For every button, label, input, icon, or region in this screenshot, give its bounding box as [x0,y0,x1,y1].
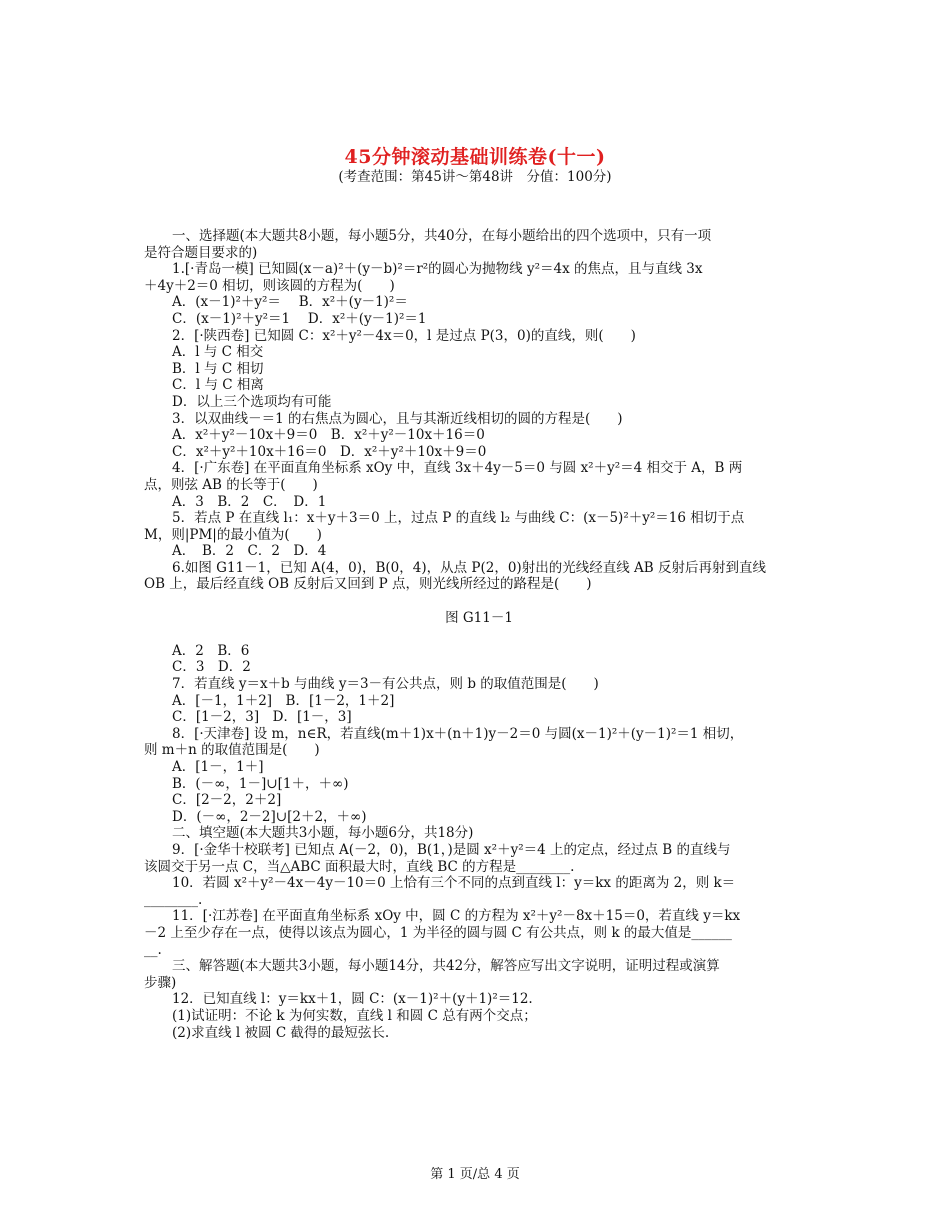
text-line: A．3 B．2 C． D．1 [172,493,327,510]
text-line: A．x²＋y²－10x＋9＝0 B．x²＋y²－10x＋16＝0 [172,427,485,444]
text-line: 2．[·陕西卷] 已知圆 C：x²＋y²－4x＝0，l 是过点 P(3，0)的直线，则( ) [172,327,636,344]
text-line: 12．已知直线 l：y＝kx＋1，圆 C：(x－1)²＋(y＋1)²＝12. [172,991,533,1008]
text-line: 6.如图 G11－1，已知 A(4，0)，B(0，4)，从点 P(2，0)射出的光线经直线 AB 反射后再射到直线 [172,559,766,576]
text-line: M，则|PM|的最小值为( ) [144,526,322,543]
text-line: A．[－1，1＋2] B．[1－2，1＋2] [172,692,395,709]
text-line: 则 m＋n 的取值范围是( ) [144,742,320,759]
text-line: D．以上三个选项均有可能 [172,393,332,410]
text-line: ＋4y＋2＝0 相切，则该圆的方程为( ) [144,277,395,294]
text-line: C．[2－2，2＋2] [172,792,282,809]
page-subtitle: (考查范围：第45讲～第48讲 分值：100分) [338,169,612,185]
text-line: 三、解答题(本大题共3小题，每小题14分，共42分，解答应写出文字说明，证明过程或演算 [172,958,720,975]
text-line: C．l 与 C 相离 [172,377,264,394]
text-line: C．(x－1)²＋y²＝1 D．x²＋(y－1)²＝1 [172,310,427,327]
text-line: A．l 与 C 相交 [172,344,264,361]
text-line: A．[1－，1＋] [172,759,264,775]
text-line: A． B．2 C．2 D．4 [172,543,327,560]
text-line: A．2 B．6 [172,642,250,659]
text-line: 11．[·江苏卷] 在平面直角坐标系 xOy 中，圆 C 的方程为 x²＋y²－8x＋15＝0，若直线 y＝kx [172,908,741,925]
page-footer: 第 1 页/总 4 页 [430,1167,520,1182]
figure-space [144,593,814,610]
text-line: OB 上，最后经直线 OB 反射后又回到 P 点，则光线所经过的路程是( ) [144,576,592,593]
text-line: 8．[·天津卷] 设 m，n∈R，若直线(m＋1)x＋(n＋1)y－2＝0 与圆(x－1)²＋(y－1)²＝1 相切， [172,725,744,742]
text-line: 3．以双曲线－＝1 的右焦点为圆心，且与其渐近线相切的圆的方程是( ) [172,410,623,427]
text-line: B．l 与 C 相切 [172,360,264,377]
text-line: 二、填空题(本大题共3小题，每小题6分，共18分) [172,825,474,842]
text-line: 9．[·金华十校联考] 已知点 A(－2，0)，B(1，)是圆 x²＋y²＝4 上的定点，经过点 B 的直线与 [172,841,731,858]
page-title: 45分钟滚动基础训练卷(十一) [344,146,606,168]
text-line: B．(－∞，1－]∪[1＋，＋∞) [172,775,349,792]
text-line: 步骤) [144,974,177,991]
text-line: ________. [144,891,203,908]
text-line: －2 上至少存在一点，使得以该点为圆心，1 为半径的圆与圆 C 有公共点，则 k 的最大值是______ [144,924,732,941]
text-line: (1)试证明：不论 k 为何实数，直线 l 和圆 C 总有两个交点； [172,1007,537,1024]
figure-space [144,626,814,643]
text-line: 该圆交于另一点 C，当△ABC 面积最大时，直线 BC 的方程是________. [144,858,575,875]
text-line: 1.[·青岛一模] 已知圆(x－a)²＋(y－b)²＝r²的圆心为抛物线 y²＝4x 的焦点，且与直线 3x [172,261,703,278]
text-line: (2)求直线 l 被圆 C 截得的最短弦长. [172,1024,390,1041]
text-line: 是符合题目要求的) [144,244,258,261]
text-line: C．3 D．2 [172,659,251,676]
text-line: C．[1－2，3] D．[1－，3] [172,709,352,726]
text-line: 10．若圆 x²＋y²－4x－4y－10＝0 上恰有三个不同的点到直线 l：y＝kx 的距离为 2，则 k＝ [172,875,736,892]
text-line: C．x²＋y²＋10x＋16＝0 D．x²＋y²＋10x＋9＝0 [172,443,487,460]
text-line: A．(x－1)²＋y²＝ B．x²＋(y－1)²＝ [172,294,408,311]
text-line: 5．若点 P 在直线 l₁：x＋y＋3＝0 上，过点 P 的直线 l₂ 与曲线 C：(x－5)²＋y²＝16 相切于点 [172,510,745,527]
document-body [144,228,814,1041]
text-line: 7．若直线 y＝x＋b 与曲线 y＝3－有公共点，则 b 的取值范围是( ) [172,676,599,693]
text-line: D．(－∞，2－2]∪[2＋2，＋∞) [172,808,367,825]
text-line: 点，则弦 AB 的长等于( ) [144,476,318,493]
text-line: 4．[·广东卷] 在平面直角坐标系 xOy 中，直线 3x＋4y－5＝0 与圆 x²＋y²＝4 相交于 A，B 两 [172,460,743,477]
figure-caption: 图 G11－1 [445,609,513,626]
text-line: 一、选择题(本大题共8小题，每小题5分，共40分，在每小题给出的四个选项中，只有一项 [172,228,712,244]
text-line: __. [144,941,162,958]
